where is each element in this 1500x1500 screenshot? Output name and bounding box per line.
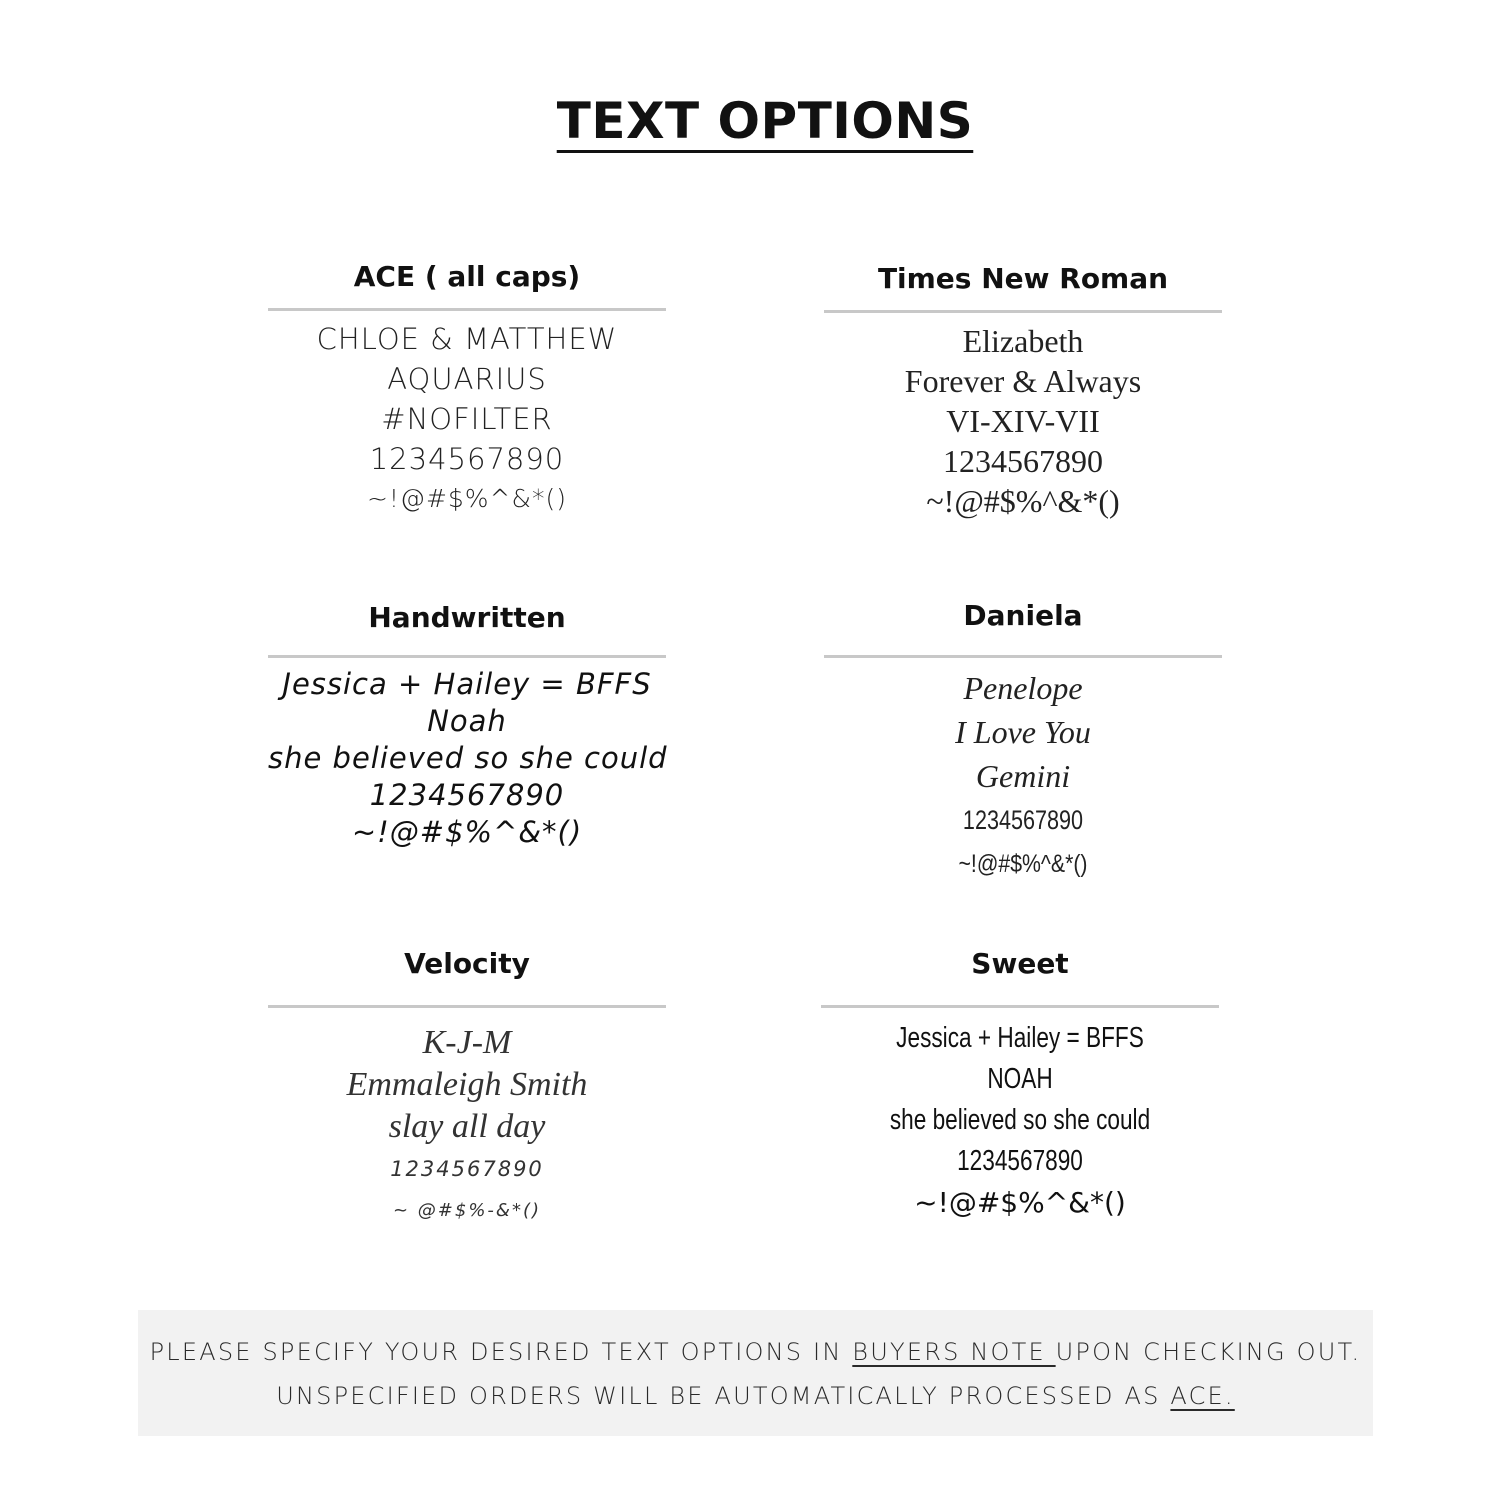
font-option-heading: Sweet xyxy=(971,947,1069,980)
font-sample-line: Gemini xyxy=(975,758,1071,794)
note-line-1 xyxy=(138,1338,1373,1366)
font-sample-line: I Love You xyxy=(955,714,1091,750)
font-option-sweet xyxy=(821,941,1219,1223)
divider xyxy=(268,1005,666,1008)
font-option-daniela xyxy=(824,593,1222,886)
font-option-heading: Daniela xyxy=(963,599,1083,632)
divider xyxy=(821,1005,1219,1008)
font-sample-line: Jessica + Hailey = BFFS xyxy=(896,1022,1144,1054)
font-sample-line: NOAH xyxy=(987,1063,1053,1095)
font-sample-list xyxy=(824,321,1222,521)
font-sample-line: Elizabeth xyxy=(962,323,1084,359)
note-text: UPON CHECKING OUT. xyxy=(1055,1338,1362,1366)
font-sample-line: VI-XIV-VII xyxy=(946,403,1100,439)
font-sample-line: Jessica + Hailey = BFFS xyxy=(282,667,652,701)
font-sample-line: 1234567890 xyxy=(390,1157,544,1181)
font-option-times-new-roman xyxy=(824,256,1222,521)
font-sample-line: Noah xyxy=(427,704,507,738)
font-sample-line: K-J-M xyxy=(422,1024,512,1061)
note-text: PLEASE SPECIFY YOUR DESIRED TEXT OPTIONS IN xyxy=(149,1338,853,1366)
font-sample-line: Forever & Always xyxy=(904,363,1142,399)
font-sample-line: she believed so she could xyxy=(889,1104,1151,1136)
font-sample-line: slay all day xyxy=(388,1108,546,1145)
font-sample-line: ~!@#$%^&*() xyxy=(351,815,583,849)
font-option-heading: ACE ( all caps) xyxy=(353,260,581,293)
font-option-ace xyxy=(268,254,666,519)
font-sample-line: 1234567890 xyxy=(957,1145,1083,1177)
page-title-text: TEXT OPTIONS xyxy=(556,92,974,150)
font-sample-line: Penelope xyxy=(963,670,1083,706)
font-option-velocity xyxy=(268,941,666,1232)
divider xyxy=(268,655,666,658)
font-sample-line: ~!@#$%^&*() xyxy=(926,483,1120,519)
divider xyxy=(824,310,1222,313)
buyers-note-link: BUYERS NOTE xyxy=(852,1338,1056,1366)
page-title xyxy=(0,92,1500,150)
font-sample-line: ~!@#$%^&*() xyxy=(958,850,1088,878)
divider xyxy=(824,655,1222,658)
font-sample-list xyxy=(821,1018,1219,1223)
font-sample-line: 1234567890 xyxy=(369,442,565,476)
note-text: UNSPECIFIED ORDERS WILL BE AUTOMATICALLY PROCESSED AS xyxy=(276,1382,1171,1410)
font-sample-line: ~!@#$%^&*() xyxy=(366,484,568,513)
font-option-heading: Handwritten xyxy=(368,601,566,634)
ace-default-link: ACE. xyxy=(1170,1382,1235,1410)
font-sample-list xyxy=(824,666,1222,886)
buyers-note-banner xyxy=(138,1310,1373,1436)
divider xyxy=(268,308,666,311)
font-sample-line: 1234567890 xyxy=(962,805,1084,835)
font-sample-line: Emmaleigh Smith xyxy=(346,1066,588,1103)
font-sample-line: CHLOE & MATTHEW xyxy=(316,322,618,356)
font-sample-line: ~!@#$%^&*() xyxy=(914,1186,1126,1219)
font-sample-line: 1234567890 xyxy=(943,443,1103,479)
font-sample-line: 1234567890 xyxy=(369,778,565,812)
font-sample-line: AQUARIUS xyxy=(387,362,547,396)
font-sample-list xyxy=(268,666,666,851)
note-line-2 xyxy=(138,1382,1373,1410)
font-option-heading: Times New Roman xyxy=(877,262,1169,295)
font-option-handwritten xyxy=(268,595,666,851)
font-option-heading: Velocity xyxy=(404,947,530,980)
font-sample-line: ~ @#$%-&*() xyxy=(392,1200,542,1221)
font-sample-line: she believed so she could xyxy=(268,741,668,775)
font-sample-line: #NOFILTER xyxy=(381,402,553,436)
font-sample-list xyxy=(268,1022,666,1232)
font-sample-list xyxy=(268,319,666,519)
